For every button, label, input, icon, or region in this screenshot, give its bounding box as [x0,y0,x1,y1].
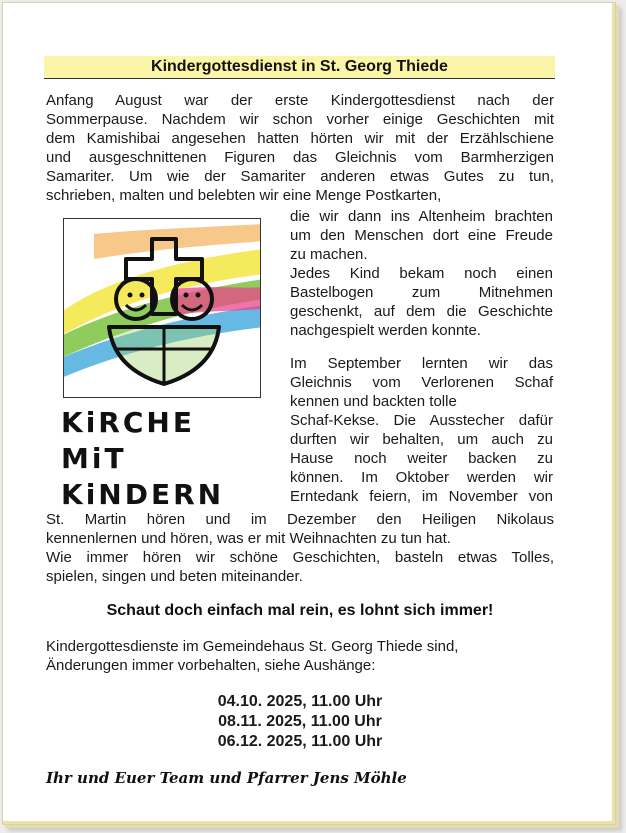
paragraph-september [290,354,553,506]
text-line: Sommerpause. Nachdem wir schon vorher einige Geschichten mit [46,111,554,128]
kirche-mit-kindern-logo [63,218,261,398]
paragraph-altenheim [290,207,553,340]
text-line: die wir dann ins Altenheim brachten [290,208,553,225]
date-item: 08.11. 2025, 11.00 Uhr [218,713,382,730]
text-line: und ausgeschnittenen Figuren das Gleichnis vom Barmherzigen [46,149,554,166]
logo-artwork [64,219,260,397]
dates-list [46,692,554,752]
text-line: Samariter. Um wie der Samariter anderen etwas Gutes zu tun, [46,168,554,185]
text-line: zu machen. [290,246,368,263]
text-line: Im September lernten wir das [290,355,553,372]
headline-invitation: Schaut doch einfach mal rein, es lohnt sich immer! [106,602,494,619]
text-line: Bastelbogen zum Mitnehmen [290,284,553,301]
logo-line: KiRCHE MiT [61,406,195,475]
text-line: können. Im Oktober werden wir [290,469,553,486]
text-line: Gleichnis vom Verlorenen Schaf [290,374,553,391]
text-line: durften wir behalten, um auch zu [290,431,553,448]
text-line: dem Kamishibai angesehen hatten hörten wir mit der Erzählschiene [46,130,554,147]
text-line: um den Menschen dort eine Freude [290,227,553,244]
text-line: Schaf-Kekse. Die Ausstecher dafür [290,412,553,429]
page-edge-right [612,3,615,824]
text-line: Hause noch weiter backen zu [290,450,553,467]
text-line: schrieben, malten und belebten wir eine Menge Postkarten, [46,187,442,204]
date-item: 04.10. 2025, 11.00 Uhr [217,693,383,710]
info-line: Änderungen immer vorbehalten, siehe Aushänge: [46,657,376,674]
paragraph-martin [46,510,554,586]
text-line: nachgespielt werden konnte. [290,322,481,339]
text-line: St. Martin hören und im Dezember den Heiligen Nikolaus [46,511,554,528]
newsletter-page [2,2,616,825]
text-line: geschenkt, auf dem die Geschichte [290,303,553,320]
schedule-info [46,637,554,675]
info-line: Kindergottesdienste im Gemeindehaus St. Georg Thiede sind, [46,638,459,655]
text-line: Wie immer hören wir schöne Geschichten, basteln etwas Tolles, [46,549,554,566]
text-line: Jedes Kind bekam noch einen [290,265,553,282]
text-line: kennen und backten tolle [290,393,457,410]
logo-line: KiNDERN [61,478,225,511]
paragraph-intro [46,91,554,205]
date-item: 06.12. 2025, 11.00 Uhr [217,733,383,750]
text-line: Anfang August war der erste Kindergottesdienst nach der [46,92,554,109]
text-line: Erntedank feiern, im November von [290,488,553,505]
text-line: spielen, singen und beten miteinander. [46,568,303,585]
page-title: Kindergottesdienst in St. Georg Thiede [44,56,555,79]
logo-lettering [61,405,271,513]
text-line: kennenlernen und hören, was er mit Weihnachten zu tun hat. [46,530,451,547]
page-edge-bottom [3,821,615,824]
signature: Ihr und Euer Team und Pfarrer Jens Möhle [46,769,407,787]
